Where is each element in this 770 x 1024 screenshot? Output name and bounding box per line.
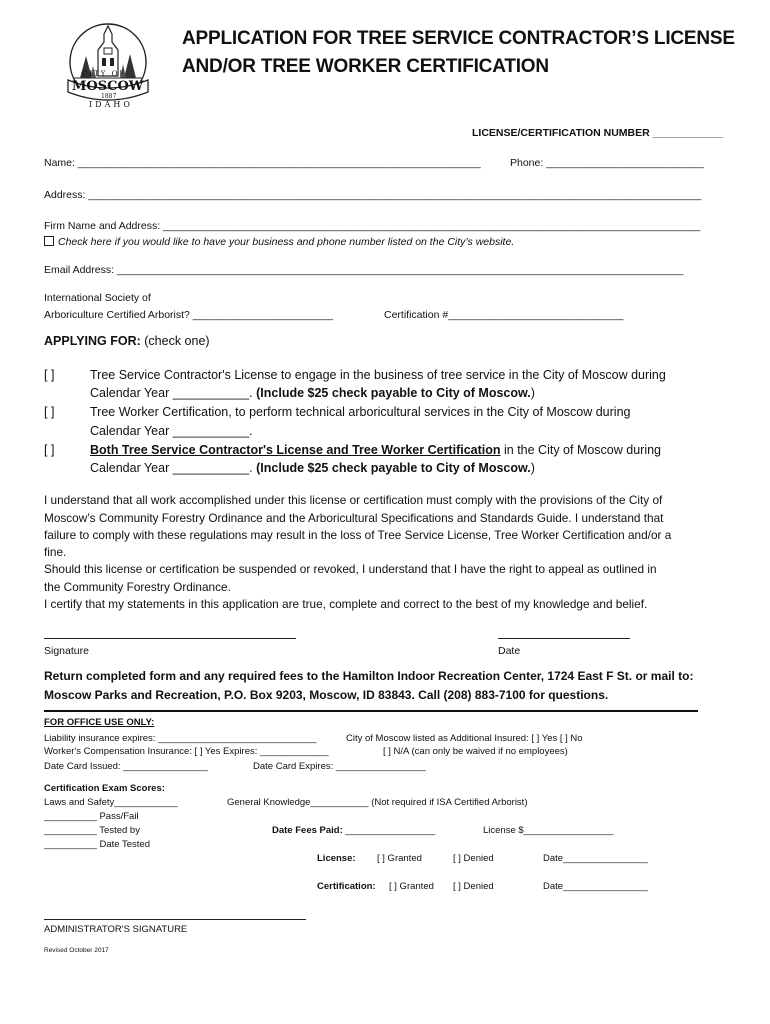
firm-name-address-field[interactable]: Firm Name and Address: ____________________________________________________________________________________________ bbox=[44, 220, 701, 232]
statement-line: I certify that my statements in this application are true, complete and correct to the best of my knowledge and belief. bbox=[44, 597, 648, 611]
statement-line: Should this license or certification be suspended or revoked, I understand that I have the right to appeal as outlined in bbox=[44, 562, 657, 576]
pass-fail-field[interactable]: __________ Pass/Fail bbox=[44, 811, 139, 822]
form-title-line2: AND/OR TREE WORKER CERTIFICATION bbox=[182, 56, 549, 77]
license-number-field[interactable]: LICENSE/CERTIFICATION NUMBER ____________ bbox=[472, 127, 723, 139]
applying-for-hint: (check one) bbox=[144, 334, 210, 348]
seal-top-text: CITY OF bbox=[82, 70, 127, 78]
both-calendar-year-field[interactable]: Calendar Year ___________. bbox=[90, 461, 253, 475]
date-fees-paid-line: _________________ bbox=[342, 825, 436, 836]
general-knowledge-field[interactable]: General Knowledge___________ (Not required if ISA Certified Arborist) bbox=[227, 797, 528, 808]
date-line[interactable] bbox=[498, 638, 630, 639]
seal-year: 1887 bbox=[101, 93, 117, 100]
contractor-calendar-year-field[interactable]: Calendar Year ___________. bbox=[90, 386, 253, 400]
workers-comp-field[interactable]: Worker's Compensation Insurance: [ ] Yes Expires: _____________ bbox=[44, 746, 329, 757]
statement-line: the Community Forestry Ordinance. bbox=[44, 580, 231, 594]
email-field[interactable]: Email Address: _________________________________________________________________________________________________ bbox=[44, 264, 684, 276]
license-decision-date-field[interactable]: Date________________ bbox=[543, 853, 648, 864]
phone-field[interactable]: Phone: ___________________________ bbox=[510, 157, 704, 169]
option-both-line1 bbox=[90, 443, 661, 457]
both-fee-note: (Include $25 check payable to City of Moscow. bbox=[256, 461, 531, 475]
liability-expires-field[interactable]: Liability insurance expires: ______________________________ bbox=[44, 733, 317, 744]
seal-bottom-text: IDAHO bbox=[89, 100, 133, 109]
option-both-checkbox[interactable]: [ ] bbox=[44, 443, 55, 457]
administrator-signature-line[interactable] bbox=[44, 919, 306, 920]
exam-scores-heading: Certification Exam Scores: bbox=[44, 783, 165, 794]
address-field[interactable]: Address: _________________________________________________________________________________________________________ bbox=[44, 189, 702, 201]
license-decision-label: License: bbox=[317, 853, 356, 864]
certification-number-field[interactable]: Certification #______________________________ bbox=[384, 309, 624, 321]
option-both-rest: in the City of Moscow during bbox=[500, 443, 662, 457]
option-both-line2 bbox=[90, 461, 535, 475]
isa-certified-field[interactable]: Arboriculture Certified Arborist? ________________________ bbox=[44, 309, 333, 321]
statement-line: I understand that all work accomplished under this license or certification must comply with the provisions of the City of bbox=[44, 493, 663, 507]
license-denied-option[interactable]: [ ] Denied bbox=[453, 853, 494, 864]
license-amount-field[interactable]: License $_________________ bbox=[483, 825, 614, 836]
office-divider bbox=[44, 710, 698, 712]
return-instructions-line1: Return completed form and any required fees to the Hamilton Indoor Recreation Center, 1724 East F St. or mail to: bbox=[44, 669, 694, 683]
applying-for-label: APPLYING FOR: bbox=[44, 334, 141, 348]
worker-calendar-year-field[interactable]: Calendar Year ___________. bbox=[90, 424, 253, 438]
date-fees-paid-label: Date Fees Paid: bbox=[272, 825, 343, 836]
statement-line: Moscow’s Community Forestry Ordinance and the Arboricultural Specifications and Standards Guide. I understand that bbox=[44, 511, 664, 525]
statement-line: fine. bbox=[44, 545, 67, 559]
workers-comp-na-field[interactable]: [ ] N/A (can only be waived if no employees) bbox=[383, 746, 568, 757]
additional-insured-field[interactable]: City of Moscow listed as Additional Insured: [ ] Yes [ ] No bbox=[346, 733, 583, 744]
administrator-signature-label: ADMINISTRATOR'S SIGNATURE bbox=[44, 924, 188, 935]
contractor-fee-note: (Include $25 check payable to City of Moscow. bbox=[256, 386, 531, 400]
website-listing-label: Check here if you would like to have your business and phone number listed on the City’s website. bbox=[58, 236, 515, 248]
date-tested-field[interactable]: __________ Date Tested bbox=[44, 839, 150, 850]
contractor-fee-note-close: ) bbox=[530, 386, 535, 400]
certification-decision-label: Certification: bbox=[317, 881, 376, 892]
website-listing-row[interactable] bbox=[44, 236, 514, 248]
certification-decision-date-field[interactable]: Date________________ bbox=[543, 881, 648, 892]
tested-by-field[interactable]: __________ Tested by bbox=[44, 825, 140, 836]
return-instructions-line2: Moscow Parks and Recreation, P.O. Box 9203, Moscow, ID 83843. Call (208) 883-7100 for questions. bbox=[44, 688, 609, 702]
isa-label-line1: International Society of bbox=[44, 292, 151, 304]
applying-for-heading bbox=[44, 334, 210, 348]
date-fees-paid-field[interactable] bbox=[272, 825, 435, 836]
option-contractor-checkbox[interactable]: [ ] bbox=[44, 368, 55, 382]
option-worker-line1: Tree Worker Certification, to perform technical arboricultural services in the City of Moscow during bbox=[90, 405, 631, 419]
option-worker-checkbox[interactable]: [ ] bbox=[44, 405, 55, 419]
form-title-line1: APPLICATION FOR TREE SERVICE CONTRACTOR’S LICENSE bbox=[182, 28, 735, 49]
date-label: Date bbox=[498, 645, 521, 657]
office-use-heading: FOR OFFICE USE ONLY: bbox=[44, 717, 155, 728]
city-of-moscow-seal bbox=[62, 20, 154, 112]
signature-label: Signature bbox=[44, 645, 89, 657]
seal-name: MOSCOW bbox=[72, 79, 144, 94]
website-listing-checkbox[interactable] bbox=[44, 236, 54, 246]
option-both-title: Both Tree Service Contractor's License and Tree Worker Certification bbox=[90, 443, 501, 457]
statement-line: failure to comply with these regulations may result in the loss of Tree Service License, Tree Worker Certification and/or a bbox=[44, 528, 672, 542]
both-fee-note-close: ) bbox=[530, 461, 535, 475]
laws-safety-field[interactable]: Laws and Safety____________ bbox=[44, 797, 178, 808]
certification-denied-option[interactable]: [ ] Denied bbox=[453, 881, 494, 892]
certification-granted-option[interactable]: [ ] Granted bbox=[389, 881, 434, 892]
license-granted-option[interactable]: [ ] Granted bbox=[377, 853, 422, 864]
signature-line[interactable] bbox=[44, 638, 296, 639]
name-field[interactable]: Name: _____________________________________________________________________ bbox=[44, 157, 481, 169]
option-contractor-line2 bbox=[90, 386, 535, 400]
option-contractor-line1: Tree Service Contractor's License to engage in the business of tree service in the City of Moscow during bbox=[90, 368, 666, 382]
date-card-expires-field[interactable]: Date Card Expires: _________________ bbox=[253, 761, 426, 772]
revised-date: Revised October 2017 bbox=[44, 947, 109, 954]
date-card-issued-field[interactable]: Date Card Issued: ________________ bbox=[44, 761, 208, 772]
